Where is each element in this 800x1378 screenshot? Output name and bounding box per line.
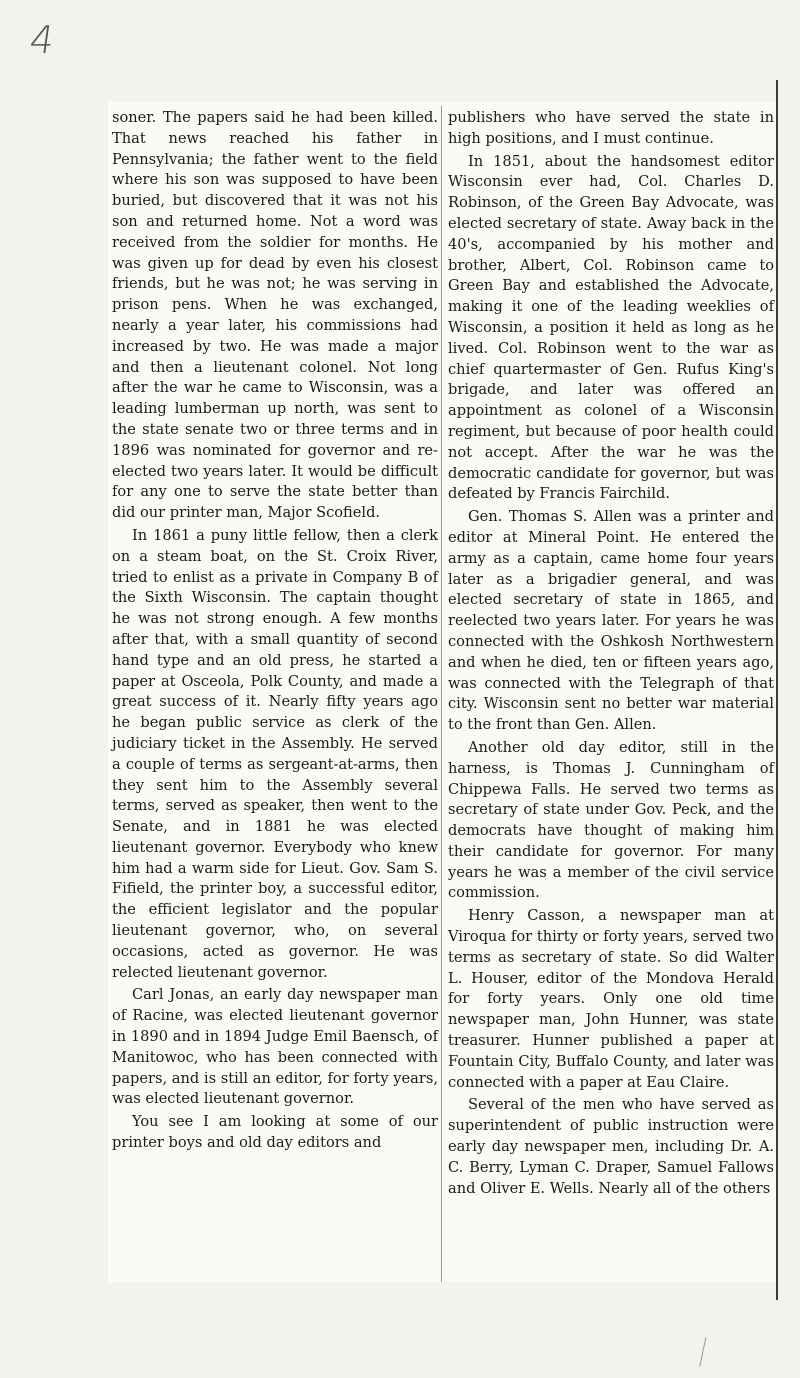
column-divider [441,106,442,1282]
paragraph: Gen. Thomas S. Allen was a printer and editor at Mineral Point. He entered the army as a captain, came home four years later as a brigadier general, and was elected secretary of state in 1865, and reelected two years later. For years he was connected with the Oshkosh Northwestern and when he died, ten or fifteen years ago, was connected with the Telegraph of that city. Wisconsin sent no better war material to the front than Gen. Allen. [448,508,774,734]
paragraph: Another old day editor, still in the harness, is Thomas J. Cunningham of Chippewa Falls. He served two terms as secretary of state under Gov. Peck, and the democrats have thought of making him their candidate for governor. For many years he was a member of the civil service commission. [448,738,774,902]
newspaper-clipping [108,102,778,1282]
page-number: 4 [26,18,58,62]
scan-mark [699,1337,736,1373]
paragraph: Several of the men who have served as superintendent of public instruction were early day newspaper men, including Dr. A. C. Berry, Lyman C. Draper, Samuel Fallows and Oliver E. Wells. Nearly all of the others [448,1096,774,1197]
article-column-right [448,108,774,1199]
paragraph: In 1851, about the handsomest editor Wisconsin ever had, Col. Charles D. Robinson, of the Green Bay Advocate, was elected secretary of state. Away back in the 40's, accompanied by his mother and brother, Albert, Col. Robinson came to Green Bay and established the Advocate, making it one of the leading weeklies of Wisconsin, a position it held as long as he lived. Col. Robinson went to the war as chief quartermaster of Gen. Rufus King's brigade, and later was offered an appointment as colonel of a Wisconsin regiment, but because of poor health could not accept. After the war he was the democratic candidate for governor, but was defeated by Francis Fairchild. [448,152,774,503]
paragraph: You see I am looking at some of our printer boys and old day editors and [112,1113,438,1152]
paragraph: soner. The papers said he had been killed. That news reached his father in Pennsylvania; the father went to the field where his son was supposed to have been buried, but discovered that it was not his son and returned home. Not a word was received from the soldier for months. He was given up for dead by even his closest friends, but he was not; he was serving in prison pens. When he was exchanged, nearly a year later, his commissions had increased by two. He was made a major and then a lieutenant colonel. Not long after the war he came to Wisconsin, was a leading lumberman up north, was sent to the state senate two or three terms and in 1896 was nominated for governor and re-elected two years later. It would be difficult for any one to serve the state better than did our printer man, Major Scofield. [112,109,438,522]
paragraph: In 1861 a puny little fellow, then a clerk on a steam boat, on the St. Croix River, tried to enlist as a private in Company B of the Sixth Wisconsin. The captain thought he was not strong enough. A few months after that, with a small quantity of second hand type and an old press, he started a paper at Osceola, Polk County, and made a great success of it. Nearly fifty years ago he began public service as clerk of the judiciary ticket in the Assembly. He served a couple of terms as sergeant-at-arms, then they sent him to the Assembly several terms, served as speaker, then went to the Senate, and in 1881 he was elected lieutenant governor. Everybody who knew him had a warm side for Lieut. Gov. Sam S. Fifield, the printer boy, a successful editor, the efficient legislator and the popular lieutenant governor, who, on several occasions, acted as governor. He was relected lieutenant governor. [112,526,438,981]
paragraph: publishers who have served the state in high positions, and I must continue. [448,109,774,147]
paragraph: Henry Casson, a newspaper man at Viroqua for thirty or forty years, served two terms as secretary of state. So did Walter L. Houser, editor of the Mondova Herald for forty years. Only one old time newspaper man, John Hunner, was state treasurer. Hunner published a paper at Fountain City, Buffalo County, and later was connected with a paper at Eau Claire. [448,907,774,1091]
scan-edge-shadow [776,80,778,1300]
paragraph: Carl Jonas, an early day newspaper man of Racine, was elected lieutenant governor in 1890 and in 1894 Judge Emil Baensch, of Manitowoc, who has been connected with papers, and is still an editor, for forty years, was elected lieutenant governor. [112,986,438,1108]
article-column-left [112,108,438,1154]
